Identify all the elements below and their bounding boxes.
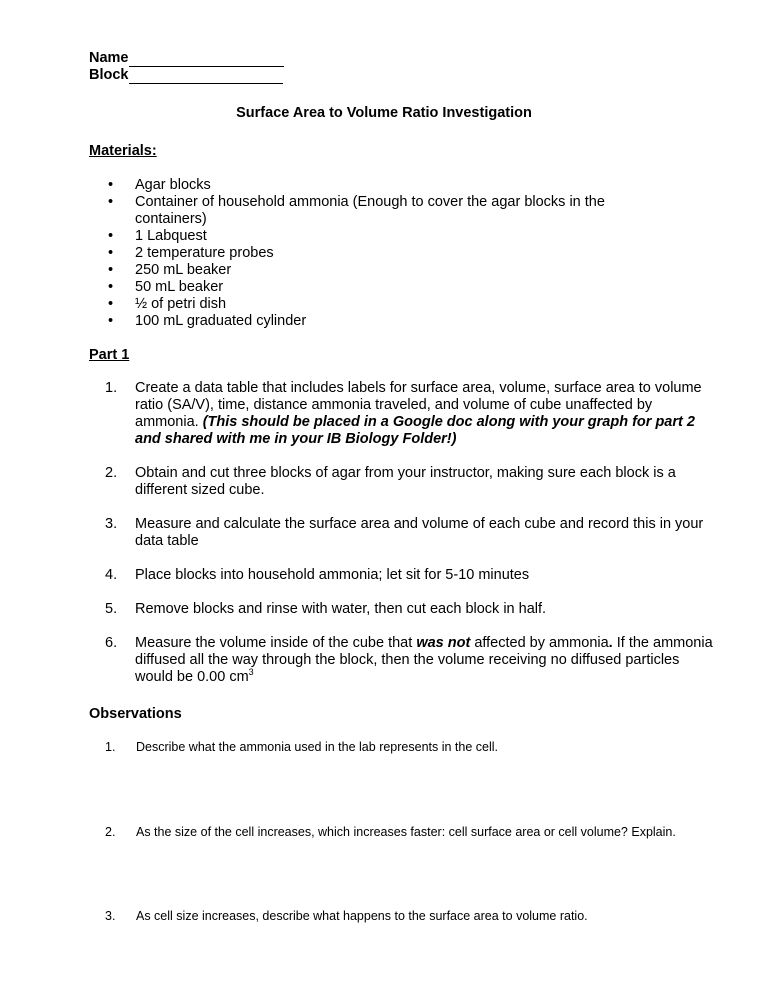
step-emphasis: was not xyxy=(416,635,471,651)
question-number: 1. xyxy=(105,740,116,754)
step-note: (This should be placed in a Google doc along with your graph for part 2 and shared with me in your IB Biology Folder!) xyxy=(135,414,695,447)
list-item: • 2 temperature probes xyxy=(89,245,669,262)
step-number: 6. xyxy=(105,635,118,651)
cubed-superscript: 3 xyxy=(248,667,254,678)
list-item xyxy=(105,740,696,755)
step-text: If the ammonia diffused all the way through the block, then the volume receiving no diffused particles would be 0.00 cm xyxy=(135,635,713,685)
materials-heading: Materials: xyxy=(89,143,157,159)
observations-heading: Observations xyxy=(89,706,182,722)
step-number: 1. xyxy=(105,380,118,396)
question-text: Describe what the ammonia used in the lab represents in the cell. xyxy=(136,740,498,754)
block-field xyxy=(89,67,283,84)
list-item: • Agar blocks xyxy=(89,177,669,194)
list-item: • Container of household ammonia (Enough to cover the agar blocks in the containers) xyxy=(89,194,669,228)
list-item xyxy=(105,601,715,618)
list-item xyxy=(105,635,715,686)
step-text: Measure and calculate the surface area and volume of each cube and record this in your data table xyxy=(135,516,704,549)
materials-list xyxy=(89,177,669,330)
part1-heading: Part 1 xyxy=(89,347,130,363)
page-title: Surface Area to Volume Ratio Investigation xyxy=(236,105,532,121)
step-number: 4. xyxy=(105,567,118,583)
block-label: Block xyxy=(89,67,129,83)
list-item: • 250 mL beaker xyxy=(89,262,669,279)
list-item xyxy=(105,380,715,448)
step-number: 5. xyxy=(105,601,118,617)
step-number: 2. xyxy=(105,465,118,481)
step-text: Place blocks into household ammonia; let sit for 5-10 minutes xyxy=(135,567,530,583)
question-number: 3. xyxy=(105,909,116,923)
question-text: As cell size increases, describe what happens to the surface area to volume ratio. xyxy=(136,909,588,923)
list-item xyxy=(105,465,715,499)
block-blank-line[interactable] xyxy=(129,68,283,84)
list-item xyxy=(105,516,715,550)
list-item: • 100 mL graduated cylinder xyxy=(89,313,669,330)
step-period: . xyxy=(608,635,613,651)
step-text: Create a data table that includes labels for surface area, volume, surface area to volume ratio (SA/V), time, distance ammonia traveled, and volume of cube unaffected by ammonia. xyxy=(135,380,702,430)
list-item xyxy=(105,909,696,924)
step-text: Remove blocks and rinse with water, then cut each block in half. xyxy=(135,601,547,617)
list-item xyxy=(105,567,715,584)
step-text: affected by ammonia xyxy=(470,635,609,651)
name-field xyxy=(89,50,284,67)
list-item xyxy=(105,825,696,840)
step-text: Measure the volume inside of the cube that xyxy=(135,635,417,651)
list-item: • 50 mL beaker xyxy=(89,279,669,296)
step-text: Obtain and cut three blocks of agar from your instructor, making sure each block is a different sized cube. xyxy=(135,465,676,498)
question-text: As the size of the cell increases, which increases faster: cell surface area or cell volume? Explain. xyxy=(136,825,676,839)
step-number: 3. xyxy=(105,516,118,532)
question-number: 2. xyxy=(105,825,116,839)
name-label: Name xyxy=(89,50,129,66)
list-item: • ½ of petri dish xyxy=(89,296,669,313)
name-blank-line[interactable] xyxy=(129,51,284,67)
list-item: • 1 Labquest xyxy=(89,228,669,245)
